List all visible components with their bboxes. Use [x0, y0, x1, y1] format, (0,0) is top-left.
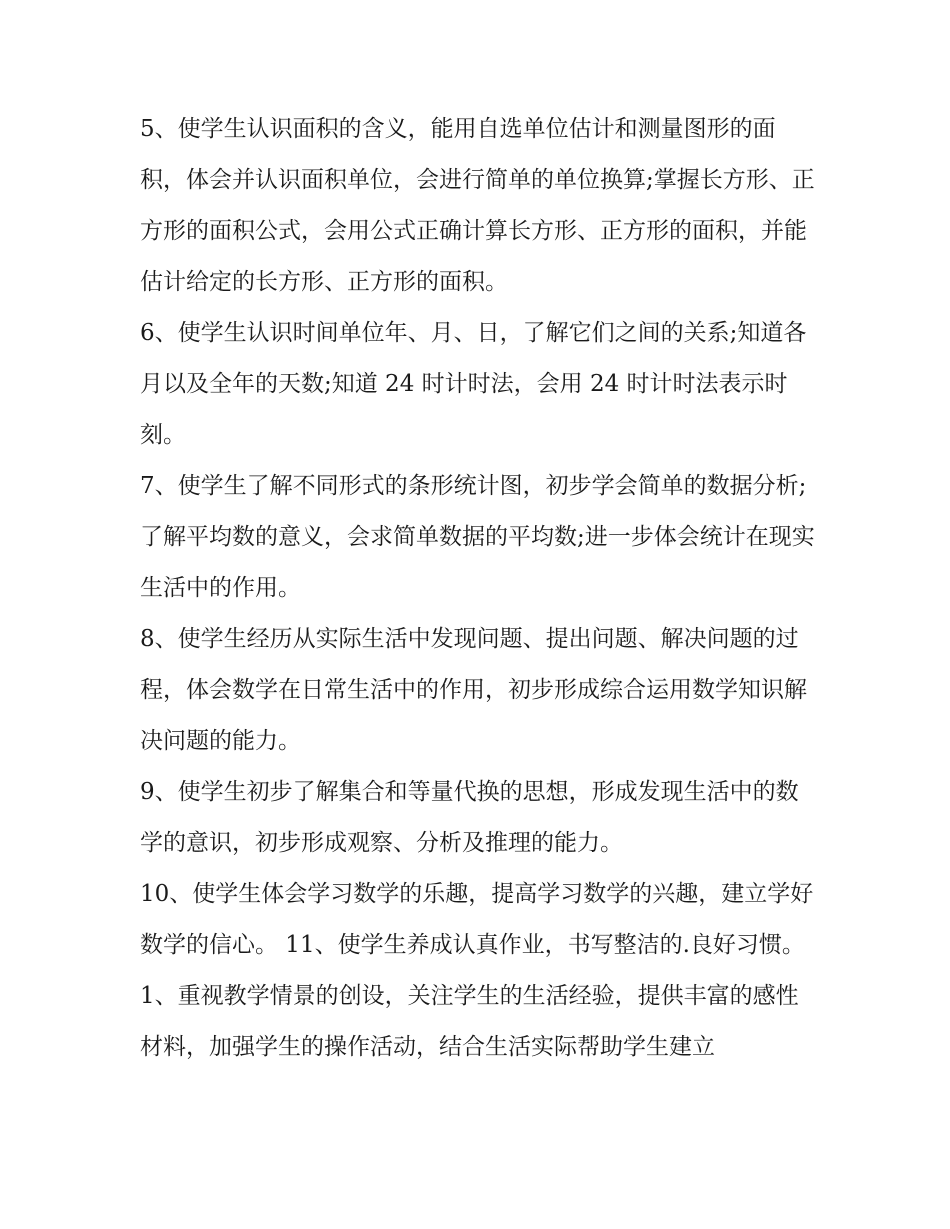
document-body	[140, 104, 820, 1073]
paragraph-measure-1: 1、重视教学情景的创设，关注学生的生活经验，提供丰富的感性材料，加强学生的操作活动，结合生活实际帮助学生建立	[140, 983, 799, 1060]
paragraph-goal-7: 7、使学生了解不同形式的条形统计图，初步学会简单的数据分析;了解平均数的意义，会求简单数据的平均数;进一步体会统计在现实生活中的作用。	[140, 473, 815, 601]
paragraph-goal-6: 6、使学生认识时间单位年、月、日，了解它们之间的关系;知道各月以及全年的天数;知道 24 时计时法，会用 24 时计时法表示时刻。	[140, 320, 807, 448]
paragraph-goal-8: 8、使学生经历从实际生活中发现问题、提出问题、解决问题的过程，体会数学在日常生活中的作用，初步形成综合运用数学知识解决问题的能力。	[140, 626, 807, 754]
paragraph-goal-10-11: 10、使学生体会学习数学的乐趣，提高学习数学的兴趣，建立学好数学的信心。 11、使学生养成认真作业，书写整洁的.良好习惯。	[140, 881, 814, 958]
paragraph-goal-9: 9、使学生初步了解集合和等量代换的思想，形成发现生活中的数学的意识，初步形成观察、分析及推理的能力。	[140, 779, 799, 856]
paragraph-goal-5: 5、使学生认识面积的含义，能用自选单位估计和测量图形的面积，体会并认识面积单位，会进行简单的单位换算;掌握长方形、正方形的面积公式，会用公式正确计算长方形、正方形的面积，并能估计给定的长方形、正方形的面积。	[140, 116, 815, 295]
